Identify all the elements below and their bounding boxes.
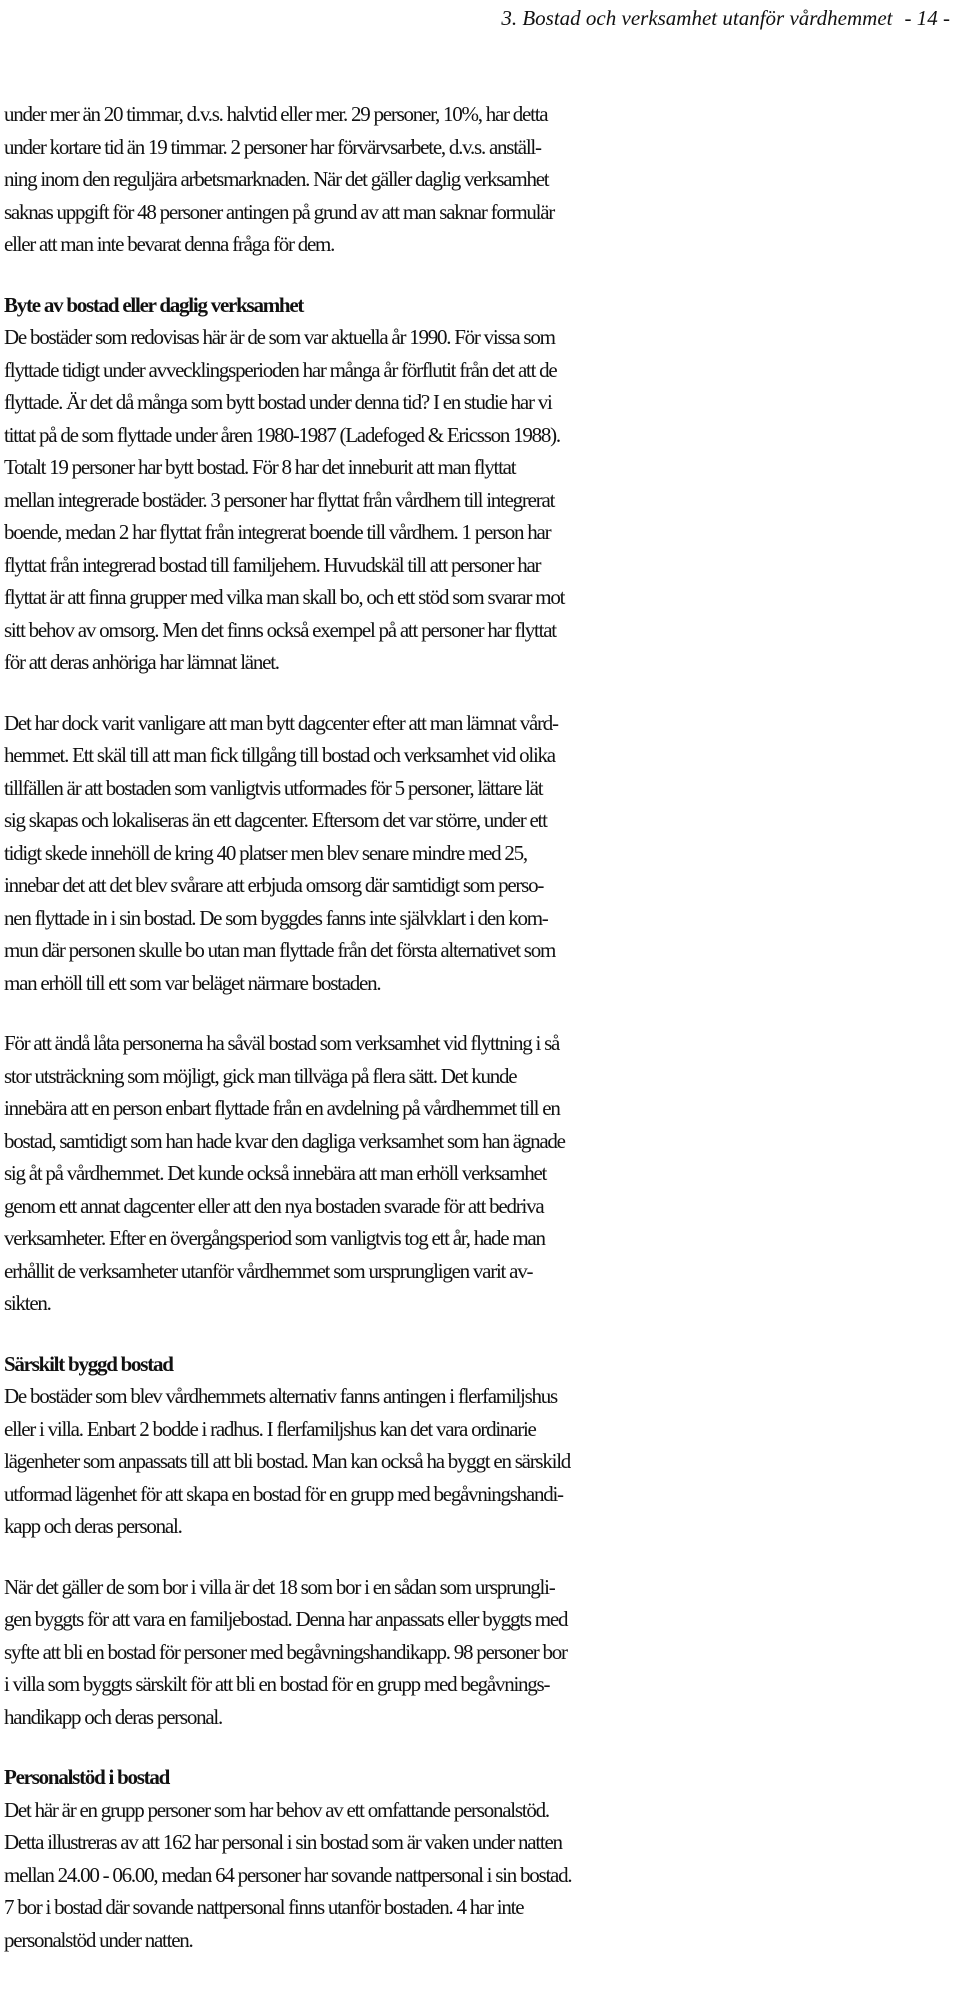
text-line: syfte att bli en bostad för personer med begåvningshandikapp. 98 personer bor — [4, 1639, 567, 1664]
paragraph-gap — [4, 999, 956, 1027]
text-line: De bostäder som redovisas här är de som var aktuella år 1990. För vissa som — [4, 325, 555, 349]
paragraph — [4, 98, 956, 261]
section — [4, 1348, 956, 1543]
text-line: ning inom den reguljära arbetsmarknaden. När det gäller daglig verksamhet — [4, 167, 549, 191]
text-line: bostad, samtidigt som han hade kvar den dagliga verksamhet som han ägnade — [4, 1128, 565, 1153]
text-line: genom ett annat dagcenter eller att den nya bostaden svarade för att bedriva — [4, 1193, 544, 1218]
text-line: under kortare tid än 19 timmar. 2 personer har förvärvsarbete, d.v.s. anställ- — [4, 134, 541, 159]
text-line: För att ändå låta personerna ha såväl bostad som verksamhet vid flyttning i så — [4, 1031, 560, 1055]
text-line: Det har dock varit vanligare att man bytt dagcenter efter att man lämnat vård- — [4, 710, 558, 735]
text-line: 7 bor i bostad där sovande nattpersonal finns utanför bostaden. 4 har inte — [4, 1895, 524, 1919]
text-line: sikten. — [4, 1291, 51, 1315]
text-line: eller i villa. Enbart 2 bodde i radhus. I flerfamiljshus kan det vara ordinarie — [4, 1416, 536, 1441]
text-line: De bostäder som blev vårdhemmets alternativ fanns antingen i flerfamiljshus — [4, 1384, 557, 1408]
text-line: man erhöll till ett som var beläget närmare bostaden. — [4, 970, 381, 995]
text-line: innebära att en person enbart flyttade från en avdelning på vårdhemmet till en — [4, 1096, 560, 1120]
text-line: tillfällen är att bostaden som vanligtvis utformades för 5 personer, lättare lät — [4, 775, 543, 800]
text-line: eller att man inte bevarat denna fråga för dem. — [4, 232, 335, 256]
text-line: i villa som byggts särskilt för att bli en bostad för en grupp med begåvnings- — [4, 1672, 550, 1696]
paragraph — [4, 707, 956, 1000]
text-line: under mer än 20 timmar, d.v.s. halvtid eller mer. 29 personer, 10%, har detta — [4, 102, 548, 126]
text-line: stor utsträckning som möjligt, gick man tillväga på flera sätt. Det kunde — [4, 1063, 517, 1088]
text-line: sig skapas och lokaliseras än ett dagcenter. Eftersom det var större, under ett — [4, 808, 547, 832]
text-line: flyttat är att finna grupper med vilka man skall bo, och ett stöd som svarar mot — [4, 585, 565, 609]
paragraph-gap — [4, 679, 956, 707]
text-line: sig åt på vårdhemmet. Det kunde också innebära att man erhöll verksamhet — [4, 1161, 547, 1185]
text-line: boende, medan 2 har flyttat från integrerat boende till vårdhem. 1 person har — [4, 520, 551, 544]
running-header-title: 3. Bostad och verksamhet utanför vårdhemmet — [501, 6, 893, 30]
paragraph — [4, 1027, 956, 1320]
section-heading: Personalstöd i bostad — [4, 1765, 170, 1789]
paragraph-gap — [4, 261, 956, 289]
text-line: mun där personen skulle bo utan man flyttade från det första alternativet som — [4, 938, 556, 962]
text-line: för att deras anhöriga har lämnat länet. — [4, 650, 279, 674]
text-line: lägenheter som anpassats till att bli bostad. Man kan också ha byggt en särskild — [4, 1449, 571, 1473]
paragraph-gap — [4, 1543, 956, 1571]
section — [4, 289, 956, 679]
text-line: flyttade. Är det då många som bytt bostad under denna tid? I en studie har vi — [4, 390, 552, 414]
text-line: Detta illustreras av att 162 har personal i sin bostad som är vaken under natten — [4, 1830, 562, 1854]
text-line: Det här är en grupp personer som har behov av ett omfattande personalstöd. — [4, 1797, 549, 1822]
section-heading: Byte av bostad eller daglig verksamhet — [4, 292, 304, 317]
text-line: gen byggts för att vara en familjebostad. Denna har anpassats eller byggts med — [4, 1607, 568, 1631]
text-line: erhållit de verksamheter utanför vårdhemmet som ursprungligen varit av- — [4, 1258, 533, 1283]
text-line: tittat på de som flyttade under åren 1980-1987 (Ladefoged & Ericsson 1988). — [4, 422, 560, 447]
text-line: verksamheter. Efter en övergångsperiod som vanligtvis tog ett år, hade man — [4, 1226, 545, 1250]
paragraph-gap — [4, 1733, 956, 1761]
text-line: Totalt 19 personer har bytt bostad. För 8 har det inneburit att man flyttat — [4, 455, 516, 479]
text-line: mellan 24.00 - 06.00, medan 64 personer har sovande nattpersonal i sin bostad. — [4, 1862, 572, 1887]
page-number: - 14 - — [904, 6, 950, 30]
text-line: kapp och deras personal. — [4, 1514, 182, 1538]
text-line: mellan integrerade bostäder. 3 personer har flyttat från vårdhem till integrerat — [4, 487, 555, 512]
running-header — [501, 4, 950, 32]
text-line: flyttat från integrerad bostad till familjehem. Huvudskäl till att personer har — [4, 552, 541, 577]
body-text — [4, 98, 956, 1956]
text-line: handikapp och deras personal. — [4, 1704, 222, 1729]
text-line: När det gäller de som bor i villa är det 18 som bor i en sådan som ursprungli- — [4, 1574, 555, 1599]
paragraph — [4, 1571, 956, 1734]
text-line: hemmet. Ett skäl till att man fick tillgång till bostad och verksamhet vid olika — [4, 743, 555, 767]
text-line: sitt behov av omsorg. Men det finns också exempel på att personer har flyttat — [4, 617, 556, 642]
text-line: tidigt skede innehöll de kring 40 platser men blev senare mindre med 25, — [4, 840, 527, 865]
text-line: innebar det att det blev svårare att erbjuda omsorg där samtidigt som perso- — [4, 873, 544, 897]
paragraph-gap — [4, 1320, 956, 1348]
text-line: flyttade tidigt under avvecklingsperioden har många år förflutit från det att de — [4, 357, 557, 382]
text-line: personalstöd under natten. — [4, 1927, 193, 1952]
section — [4, 1761, 956, 1956]
section-heading: Särskilt byggd bostad — [4, 1351, 173, 1376]
text-line: utformad lägenhet för att skapa en bostad för en grupp med begåvningshandi- — [4, 1481, 563, 1506]
text-line: saknas uppgift för 48 personer antingen på grund av att man saknar formulär — [4, 199, 555, 224]
text-line: nen flyttade in i sin bostad. De som byggdes fanns inte självklart i den kom- — [4, 905, 548, 930]
